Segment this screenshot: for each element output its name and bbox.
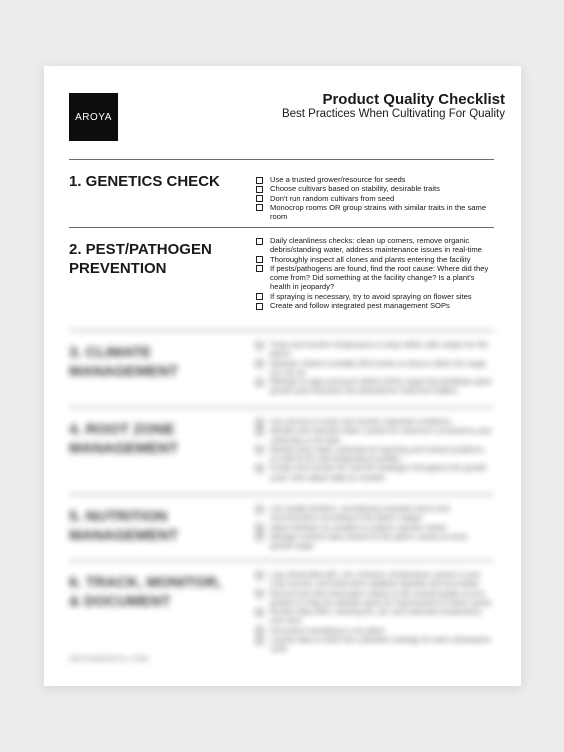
checkbox-icon[interactable] (256, 303, 263, 310)
checklist-item: Manage nutrient ratios based on the plant's needs at every growth stage (256, 532, 492, 551)
checkbox-icon[interactable] (256, 506, 263, 513)
checklist (256, 236, 492, 310)
checklist-item: Adjust fertilizer as needed to a plant's specific needs (256, 523, 492, 532)
checklist-item: Track and monitor temperature to keep within safe ranges for the plants (256, 340, 492, 359)
checkbox-icon[interactable] (256, 195, 263, 202)
checklist-item: Log the data to refine the cultivation strategy for each subsequent cycle (256, 635, 492, 654)
aroya-logo: AROYA (69, 93, 118, 141)
checklist-item: If pests/pathogens are found, find the root cause: Where did they come from? Did something at the facility change? Is a plant's health in jeopardy? (256, 264, 492, 292)
checklist-item: Use a trusted grower/resource for seeds (256, 175, 492, 184)
checkbox-icon[interactable] (256, 465, 263, 472)
checklist-item: Create and follow integrated pest management SOPs (256, 301, 492, 310)
checklist-item: Log critical data (EC, pH, moisture, temperature, pests) in your crop records, and keep them updated regularly and accurately (256, 570, 492, 589)
checkbox-icon[interactable] (256, 293, 263, 300)
checklist-item: Monocrop rooms OR group strains with similar traits in the same room (256, 203, 492, 222)
section-nutrition-management (69, 494, 494, 561)
checkbox-icon[interactable] (256, 524, 263, 531)
checklist-item: Identify and maintain water content for maximum consistency and uniformity in the field (256, 426, 492, 445)
checklist (256, 504, 492, 550)
checklist (256, 417, 492, 482)
checkbox-icon[interactable] (256, 590, 263, 597)
section-heading: 6. TRACK, MONITOR, & DOCUMENT (69, 574, 222, 610)
checklist-item: Maintain a vapor pressure deficit (VPD) range that facilitates plant growth and minimizes the potential for mold and mildew (256, 377, 492, 396)
checkbox-icon[interactable] (256, 609, 263, 616)
page-subtitle: Best Practices When Cultivating For Quality (281, 108, 505, 120)
checklist-item: Review data often, tracking EC, pH, and substrate temperature over time (256, 607, 492, 626)
checklist-page (44, 66, 521, 686)
section-root-zone-management (69, 407, 494, 495)
checklist-item: Daily cleanliness checks: clean up corners, remove organic debris/standing water, address maintenance issues in real-time (256, 236, 492, 255)
footer-url: AROYAGROW.ALL.COM (69, 656, 148, 663)
section-genetics-check (69, 159, 494, 228)
checkbox-icon[interactable] (256, 419, 263, 426)
page-title: Product Quality Checklist (322, 91, 505, 108)
section-heading: 2. PEST/PATHOGEN PREVENTION (69, 241, 212, 277)
checkbox-icon[interactable] (256, 238, 263, 245)
checkbox-icon[interactable] (256, 360, 263, 367)
checkbox-icon[interactable] (256, 533, 263, 540)
checkbox-icon[interactable] (256, 265, 263, 272)
checklist-item: Thoroughly inspect all clones and plants entering the facility (256, 255, 492, 264)
checklist-item: Choose cultivars based on stability, desirable traits (256, 184, 492, 193)
checklist-item: Use quality fertilizer, considering essential macro and micronutrients according to the plant's stages (256, 504, 492, 523)
checklist-item: Use sensors to track and monitor substrate conditions (256, 417, 492, 426)
checkbox-icon[interactable] (256, 379, 263, 386)
section-pest-pathogen-prevention (69, 227, 494, 331)
section-heading: 5. NUTRITION MANAGEMENT (69, 508, 179, 544)
checkbox-icon[interactable] (256, 572, 263, 579)
checkbox-icon[interactable] (256, 204, 263, 211)
checklist (256, 570, 492, 654)
section-heading: 1. GENETICS CHECK (69, 173, 220, 190)
checkbox-icon[interactable] (256, 637, 263, 644)
checklist-item: Don't run random cultivars from seed (256, 194, 492, 203)
checklist-item: If spraying is necessary, try to avoid spraying on flower sites (256, 292, 492, 301)
section-heading: 3. CLIMATE MANAGEMENT (69, 344, 179, 380)
checkbox-icon[interactable] (256, 428, 263, 435)
section-climate-management (69, 330, 494, 408)
checklist (256, 175, 492, 221)
section-track-monitor-document (69, 560, 494, 654)
checkbox-icon[interactable] (256, 446, 263, 453)
checkbox-icon[interactable] (256, 342, 263, 349)
checkbox-icon[interactable] (256, 177, 263, 184)
section-heading: 4. ROOT ZONE MANAGEMENT (69, 421, 179, 457)
checklist-item: Create and monitor EC and RH strategies throughout the growth cycle, then adjust daily as needed (256, 463, 492, 482)
checklist-item: Document everything in one place (256, 626, 492, 635)
checklist (256, 340, 492, 396)
checklist-item: Record how that information relates to the overall quality of your product to help you identify areas for improvement in future cycles (256, 589, 492, 608)
checkbox-icon[interactable] (256, 186, 263, 193)
checkbox-icon[interactable] (256, 256, 263, 263)
checklist-item: Maintain relative humidity (RH) levels so they're within the range you set up (256, 359, 492, 378)
checklist-item: Monitor pore water substrate for leaching and nutrient problems, as well as EC and temperature profiles (256, 445, 492, 464)
checkbox-icon[interactable] (256, 627, 263, 634)
